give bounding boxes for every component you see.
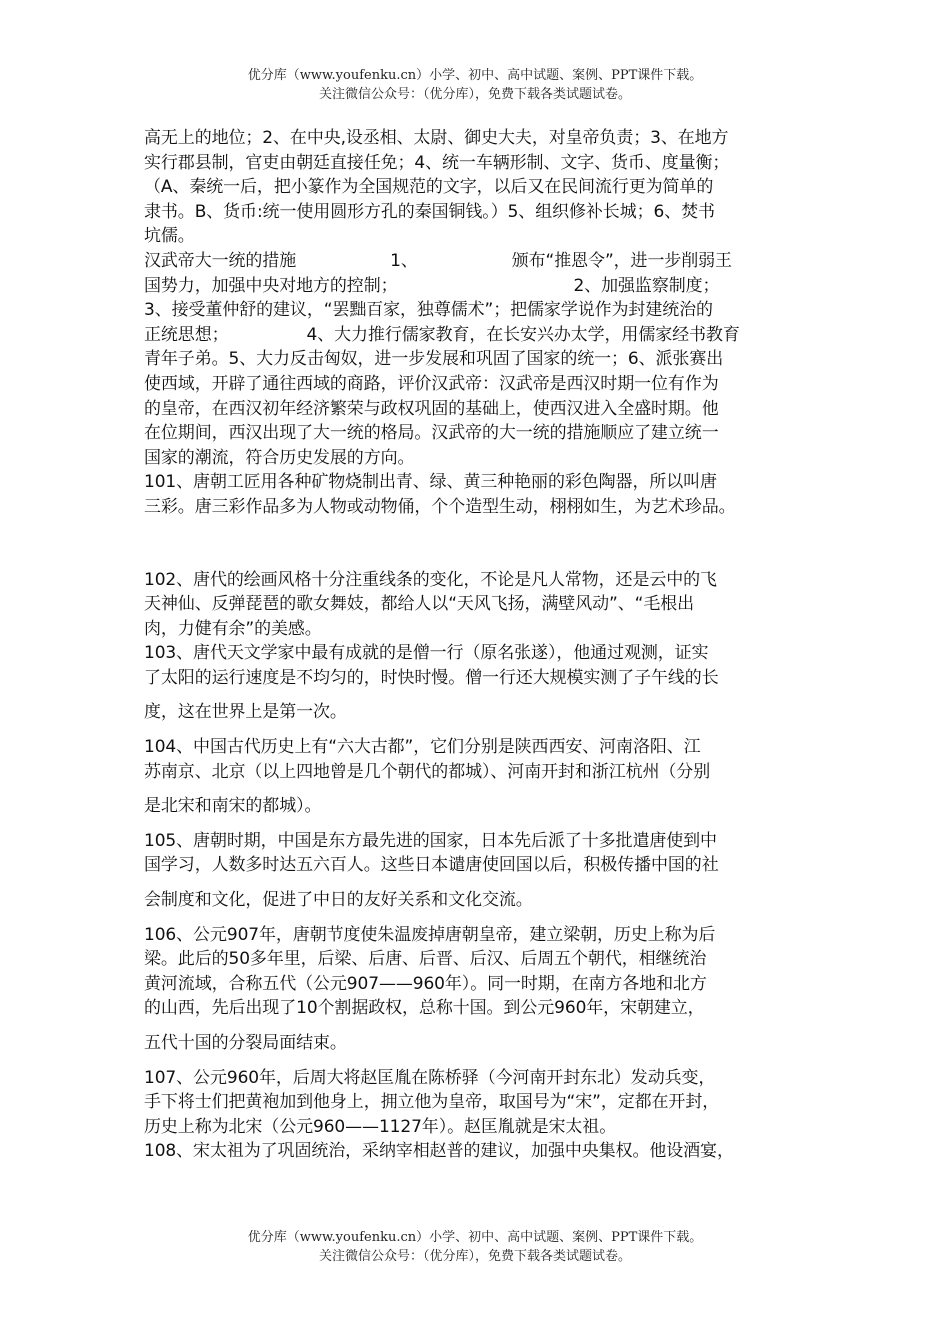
paragraph-107 (144, 1066, 824, 1140)
page-footer (0, 1228, 950, 1266)
text-segment: 2、加强监察制度； (573, 275, 720, 296)
paragraph-qin-measures (144, 126, 824, 249)
document-body (144, 126, 824, 1164)
text-line: 肉，力健有余”的美感。 (144, 618, 322, 639)
text-line: 102、唐代的绘画风格十分注重线条的变化，不论是凡人常物，还是云中的飞 (144, 569, 717, 590)
text-line: 104、中国古代历史上有“六大古都”，它们分别是陕西西安、河南洛阳、江 (144, 737, 701, 758)
text-line: 国家的潮流，符合历史发展的方向。 (144, 447, 415, 468)
text-segment: 正统思想； (144, 324, 229, 345)
paragraph-han-wudi (144, 249, 824, 470)
page-header (0, 66, 950, 104)
paragraph-102 (144, 568, 824, 642)
header-line-2: 关注微信公众号：（优分库），免费下载各类试题试卷。 (318, 87, 631, 102)
text-line: 106、公元907年，唐朝节度使朱温废掉唐朝皇帝，建立梁朝，历史上称为后 (144, 924, 716, 945)
text-line (144, 249, 824, 274)
text-segment: 颁布“推恩令”，进一步削弱王 (511, 250, 732, 271)
footer-line-2: 关注微信公众号：（优分库），免费下载各类试题试卷。 (318, 1249, 631, 1264)
text-line: 苏南京、北京（以上四地曾是几个朝代的都城）、河南开封和浙江杭州（分别 (144, 761, 711, 782)
paragraph-103 (144, 641, 824, 725)
text-line: 103、唐代天文学家中最有成就的是僧一行（原名张遂），他通过观测，证实 (144, 643, 709, 664)
paragraph-104 (144, 735, 824, 819)
text-line: 会制度和文化，促进了中日的友好关系和文化交流。 (144, 890, 533, 911)
text-line: 手下将士们把黄袍加到他身上，拥立他为皇帝，取国号为“宋”，定都在开封， (144, 1092, 720, 1113)
paragraph-101 (144, 470, 824, 519)
text-line: 黄河流域，合称五代（公元907——960年）。同一时期，在南方各地和北方 (144, 973, 707, 994)
footer-line-1: 优分库（www.youfenku.cn）小学、初中、高中试题、案例、PPT课件下载。 (247, 1230, 703, 1245)
text-line: 国学习，人数多时达五六百人。这些日本谴唐使回国以后，积极传播中国的社 (144, 855, 719, 876)
text-line: 在位期间，西汉出现了大一统的格局。汉武帝的大一统的措施顺应了建立统一 (144, 423, 719, 444)
text-segment: 汉武帝大一统的措施 (144, 250, 297, 271)
text-line: 3、接受董仲舒的建议，“罢黜百家，独尊儒术”；把儒家学说作为封建统治的 (144, 300, 713, 321)
text-line: 105、唐朝时期，中国是东方最先进的国家，日本先后派了十多批遣唐使到中 (144, 830, 717, 851)
text-line: 使西域，开辟了通往西域的商路，评价汉武帝：汉武帝是西汉时期一位有作为 (144, 373, 719, 394)
header-line-1: 优分库（www.youfenku.cn）小学、初中、高中试题、案例、PPT课件下载。 (247, 68, 703, 83)
text-line: 坑儒。 (144, 226, 195, 247)
text-line: 天神仙、反弹琵琶的歌女舞妓，都给人以“天风飞扬，满壁风动”、“毛根出 (144, 594, 695, 615)
text-line: 度，这在世界上是第一次。 (144, 702, 347, 723)
text-line: 高无上的地位；2、在中央,设丞相、太尉、御史大夫，对皇帝负责；3、在地方 (144, 128, 729, 148)
text-line: 青年子弟。5、大力反击匈奴，进一步发展和巩固了国家的统一；6、派张赛出 (144, 349, 724, 370)
text-line: 108、宋太祖为了巩固统治，采纳宰相赵普的建议，加强中央集权。他设酒宴， (144, 1141, 734, 1162)
text-line (144, 323, 824, 348)
text-segment: 国势力，加强中央对地方的控制； (144, 275, 398, 296)
text-line: 的山西，先后出现了10个割据政权，总称十国。到公元960年，宋朝建立， (144, 998, 705, 1019)
text-line: 实行郡县制，官吏由朝廷直接任免；4、统一车辆形制、文字、货币、度量衡； (144, 152, 730, 173)
text-line: 三彩。唐三彩作品多为人物或动物俑，个个造型生动，栩栩如生，为艺术珍品。 (144, 496, 736, 517)
paragraph-105 (144, 829, 824, 913)
text-line: 107、公元960年，后周大将赵匡胤在陈桥驿（今河南开封东北）发动兵变， (144, 1067, 716, 1088)
text-segment: 1、 (390, 250, 418, 271)
text-line: 历史上称为北宋（公元960——1127年）。赵匡胤就是宋太祖。 (144, 1116, 617, 1137)
text-line: （A、秦统一后，把小篆作为全国规范的文字，以后又在民间流行更为简单的 (144, 177, 714, 198)
text-line: 五代十国的分裂局面结束。 (144, 1033, 347, 1053)
text-line: 隶书。B、货币:统一使用圆形方孔的秦国铜钱。）5、组织修补长城；6、焚书 (144, 201, 715, 222)
text-line: 是北宋和南宋的都城）。 (144, 796, 322, 817)
text-line: 的皇帝，在西汉初年经济繁荣与政权巩固的基础上，使西汉进入全盛时期。他 (144, 398, 719, 419)
text-line: 梁。此后的50多年里，后梁、后唐、后晋、后汉、后周五个朝代，相继统治 (144, 949, 707, 970)
text-segment: 4、大力推行儒家教育，在长安兴办太学，用儒家经书教育 (306, 324, 740, 345)
paragraph-108 (144, 1139, 824, 1164)
paragraph-106 (144, 923, 824, 1056)
text-line: 101、唐朝工匠用各种矿物烧制出青、绿、黄三种艳丽的彩色陶器，所以叫唐 (144, 472, 717, 493)
text-line: 了太阳的运行速度是不均匀的，时快时慢。僧一行还大规模实测了子午线的长 (144, 667, 719, 688)
text-line (144, 274, 824, 299)
